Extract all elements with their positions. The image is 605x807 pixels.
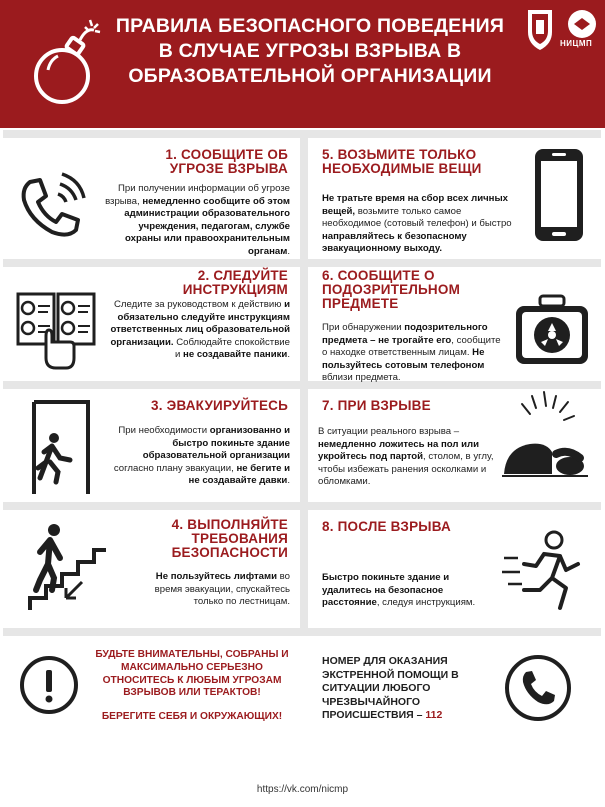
rule-8-text: Быстро покиньте здание и удалитесь на безопасное расстояние, следуя инструкциям.	[322, 572, 476, 609]
rule-3-text: При необходимости организованно и быстро покиньте здание образовательной организации согласно плану эвакуации, не бегите и не создавайте давки.	[113, 425, 290, 487]
running-person-icon	[500, 528, 596, 616]
header-banner	[0, 0, 605, 128]
rule-7-title: 7. ПРИ ВЗРЫВЕ	[322, 398, 431, 413]
phone-circle-icon	[502, 652, 574, 724]
rule-3-title: 3. ЭВАКУИРУЙТЕСЬ	[151, 398, 288, 413]
rule-1-title: 1. СООБЩИТЕ ОБ УГРОЗЕ ВЗРЫВА	[165, 147, 288, 176]
suspicious-case-icon	[512, 292, 592, 370]
explosion-duck-icon	[498, 388, 590, 480]
nicmp-logo-icon: НИЦМП	[560, 39, 593, 48]
rule-5-title: 5. ВОЗЬМИТЕ ТОЛЬКО НЕОБХОДИМЫЕ ВЕЩИ	[322, 147, 482, 176]
warning-text-2: БЕРЕГИТЕ СЕБЯ И ОКРУЖАЮЩИХ!	[101, 711, 283, 722]
bomb-icon	[30, 18, 102, 108]
rule-4-title: 4. ВЫПОЛНЯЙТЕ ТРЕБОВАНИЯ БЕЗОПАСНОСТИ	[171, 517, 288, 560]
rule-7-text: В ситуации реального взрыва – немедленно ложитесь на пол или укройтесь под партой, столом, в углу, чтобы избежать ранения осколками и обломками.	[318, 426, 494, 488]
rule-2-text: Следите за руководством к действию и обязательно следуйте инструкциям ответственных лиц образовательной организации. Соблюдайте спокойствие и не создавайте паники.	[110, 299, 290, 361]
stairs-walk-icon	[26, 522, 110, 614]
vk-link[interactable]: https://vk.com/nicmp	[256, 784, 349, 795]
page-title: ПРАВИЛА БЕЗОПАСНОГО ПОВЕДЕНИЯ В СЛУЧАЕ УГРОЗЫ ВЗРЫВА В ОБРАЗОВАТЕЛЬНОЙ ОРГАНИЗАЦИИ	[115, 15, 505, 87]
rule-6-text: При обнаружении подозрительного предмета – не трогайте его, сообщите о находке ответственным лицам. Не пользуйтесь сотовым телефоном вблизи предмета.	[322, 322, 501, 384]
emergency-number-text: НОМЕР ДЛЯ ОКАЗАНИЯ ЭКСТРЕННОЙ ПОМОЩИ В СИТУАЦИИ ЛЮБОГО ЧРЕЗВЫЧАЙНОГО ПРОИСШЕСТВИЯ – 112	[322, 655, 459, 721]
rule-1-text: При получении информации об угрозе взрыва, немедленно сообщите об этом администрации образовательного учреждения, педагогам, службе охраны или правоохранительным органам.	[105, 183, 290, 257]
warning-text: БУДЬТЕ ВНИМАТЕЛЬНЫ, СОБРАНЫ И МАКСИМАЛЬНО СЕРЬЕЗНО ОТНОСИТЕСЬ К ЛЮБЫМ УГРОЗАМ ВЗРЫВОВ ИЛИ ТЕРАКТОВ!	[95, 649, 289, 699]
rule-2-title: 2. СЛЕДУЙТЕ ИНСТРУКЦИЯМ	[182, 268, 288, 297]
evacuation-exit-icon	[30, 398, 92, 498]
phone-call-icon	[16, 172, 86, 244]
alert-icon	[18, 654, 80, 716]
rule-4-text: Не пользуйтесь лифтами во время эвакуации, спускайтесь только по лестницам.	[154, 571, 290, 608]
rule-5-text: Не тратьте время на сбор всех личных вещей, возьмите только самое необходимое (сотовый телефон) и быстро направляйтесь к безопасному эвакуационному выходу.	[322, 193, 512, 255]
rule-6-title: 6. СООБЩИТЕ О ПОДОЗРИТЕЛЬНОМ ПРЕДМЕТЕ	[322, 268, 461, 311]
smartphone-icon	[532, 146, 586, 244]
instruction-manual-icon	[14, 286, 98, 370]
rule-8-title: 8. ПОСЛЕ ВЗРЫВА	[322, 519, 451, 534]
divider	[300, 130, 308, 636]
